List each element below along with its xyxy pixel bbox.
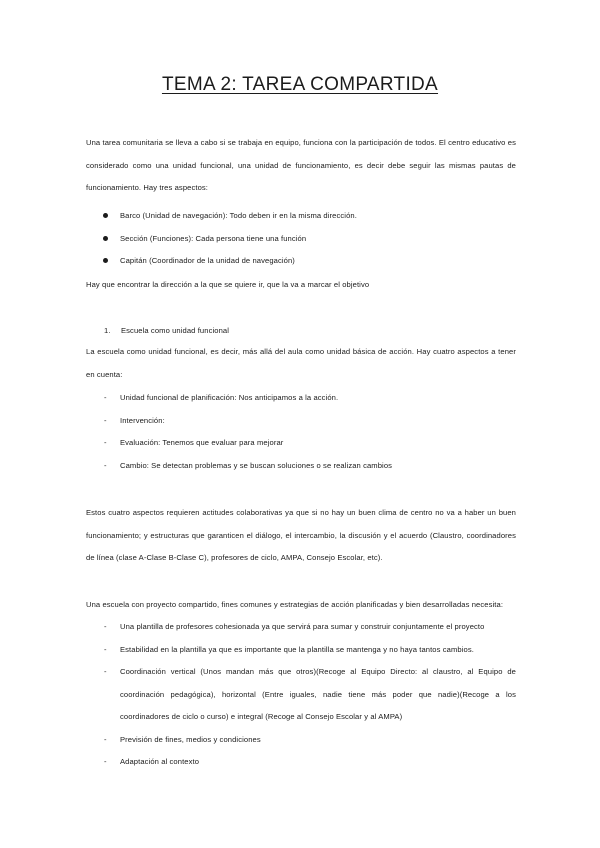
- list-item: Sección (Funciones): Cada persona tiene una función: [86, 228, 516, 251]
- list-item: - Cambio: Se detectan problemas y se buscan soluciones o se realizan cambios: [86, 455, 516, 478]
- list-item: - Evaluación: Tenemos que evaluar para mejorar: [86, 432, 516, 455]
- dash-icon: -: [104, 415, 107, 425]
- direction-note: Hay que encontrar la dirección a la que se quiere ir, que la va a marcar el objetivo: [86, 280, 370, 289]
- dash-icon: -: [104, 734, 107, 744]
- list-item: - Coordinación vertical (Unos mandan más que otros)(Recoge al Equipo Directo: al claustro, al Equipo de coordinación pedagógica), horizontal (Entre iguales, nadie tiene más poder que nadie)(Recoge a los coordinadores de ciclo o curso) e integral (Recoge al Consejo Escolar y al AMPA): [86, 661, 516, 729]
- aspects-list: [86, 205, 516, 273]
- dash-icon: -: [104, 644, 107, 654]
- dash-icon: -: [104, 757, 107, 766]
- dash-icon: -: [104, 438, 107, 447]
- dash-icon: -: [104, 393, 107, 402]
- list-item: - Estabilidad en la plantilla ya que es importante que la plantilla se mantenga y no haya tantos cambios.: [86, 639, 516, 662]
- page-title: TEMA 2: TAREA COMPARTIDA: [161, 74, 439, 95]
- bullet-icon: [103, 236, 108, 241]
- list-item: Barco (Unidad de navegación): Todo deben ir en la misma dirección.: [86, 205, 516, 228]
- dash-icon: -: [104, 622, 107, 631]
- section-heading: 1. Escuela como unidad funcional: [104, 326, 230, 335]
- list-item: - Previsión de fines, medios y condiciones: [86, 729, 516, 752]
- dash-icon: -: [104, 667, 107, 676]
- list-item: - Una plantilla de profesores cohesionada ya que servirá para sumar y construir conjuntamente el proyecto: [86, 616, 516, 639]
- list-item: Capitán (Coordinador de la unidad de navegación): [86, 250, 516, 273]
- section2-list: [86, 616, 516, 774]
- section1-paragraph: La escuela como unidad funcional, es decir, más allá del aula como unidad básica de acción. Hay cuatro aspectos a tener en cuenta:: [86, 347, 516, 379]
- list-item: - Unidad funcional de planificación: Nos anticipamos a la acción.: [86, 387, 516, 410]
- intro-paragraph: Una tarea comunitaria se lleva a cabo si se trabaja en equipo, funciona con la participación de todos. El centro educativo es considerado como una unidad funcional, una unidad de funcionamiento, es decir debe seguir las mismas pautas de funcionamiento. Hay tres aspectos:: [86, 138, 516, 192]
- section2-intro: Una escuela con proyecto compartido, fines comunes y estrategias de acción planificadas y bien desarrolladas necesita:: [86, 600, 504, 609]
- dash-icon: -: [104, 460, 107, 470]
- list-item: - Adaptación al contexto: [86, 751, 516, 774]
- section1-after-paragraph: Estos cuatro aspectos requieren actitudes colaborativas ya que si no hay un buen clima de centro no va a haber un buen funcionamiento; y estructuras que garanticen el diálogo, el intercambio, la discusión y el acuerdo (Claustro, coordinadores de línea (clase A-Clase B-Clase C), profesores de ciclo, AMPA, Consejo Escolar, etc).: [86, 508, 516, 562]
- section1-list: [86, 387, 516, 477]
- list-item: - Intervención:: [86, 410, 516, 433]
- bullet-icon: [103, 213, 108, 218]
- bullet-icon: [103, 258, 108, 263]
